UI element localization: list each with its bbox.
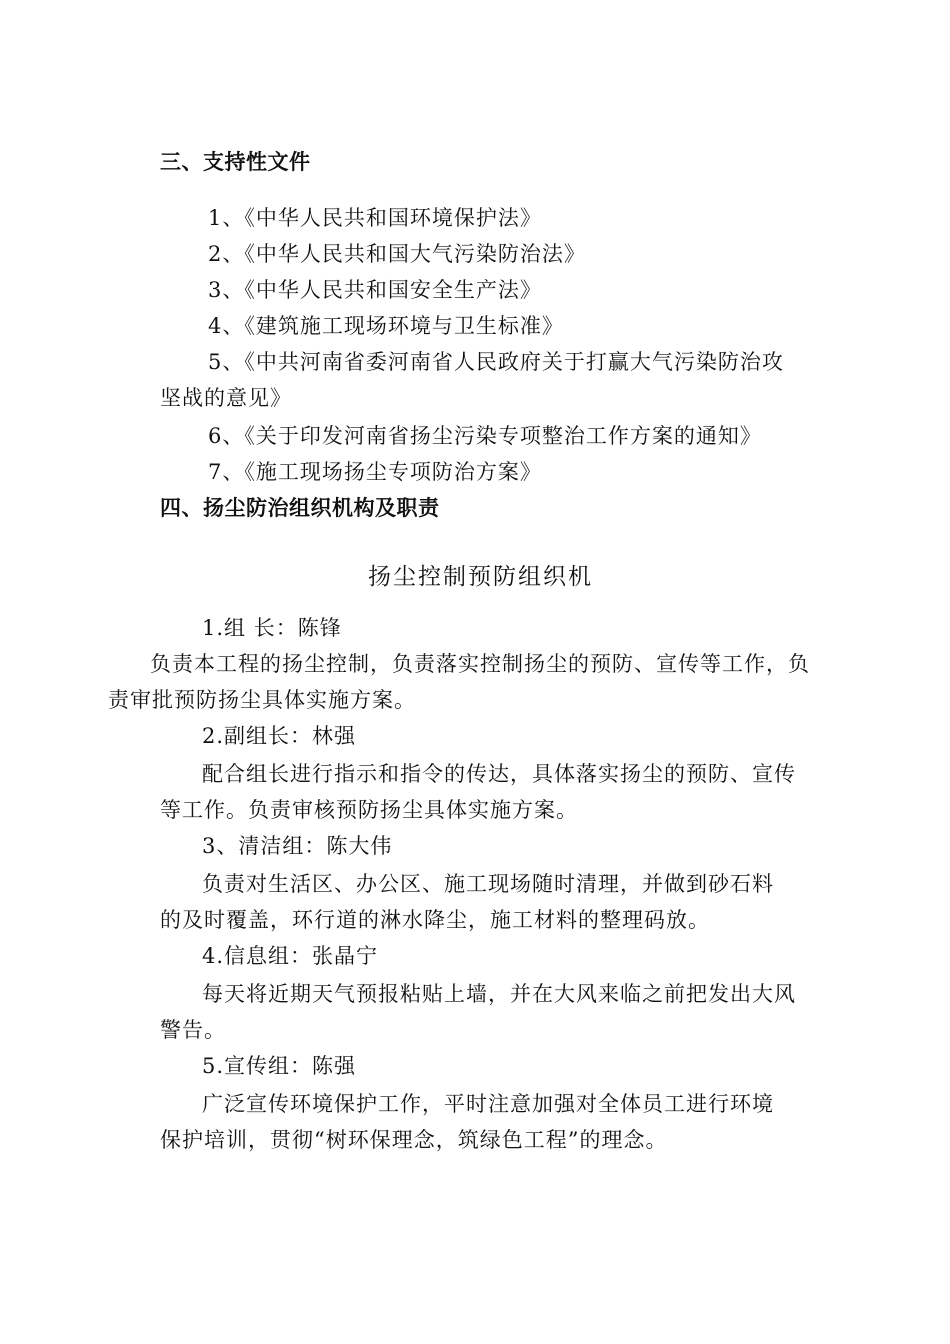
reference-item-1: 1、《中华人民共和国环境保护法》 — [208, 206, 542, 230]
reference-item-3: 3、《中华人民共和国安全生产法》 — [208, 278, 542, 302]
role-deputy-duty-line-1: 配合组长进行指示和指令的传达，具体落实扬尘的预防、宣传 — [202, 762, 796, 786]
section-3-heading: 三、支持性文件 — [160, 150, 311, 174]
role-info-duty-line-2: 警告。 — [160, 1018, 226, 1042]
reference-item-4: 4、《建筑施工现场环境与卫生标准》 — [208, 314, 564, 338]
role-leader: 1.组 长：陈锋 — [202, 616, 342, 640]
role-info-duty-line-1: 每天将近期天气预报粘贴上墙，并在大风来临之前把发出大风 — [202, 982, 796, 1006]
reference-item-7: 7、《施工现场扬尘专项防治方案》 — [208, 460, 542, 484]
role-info-group: 4.信息组：张晶宁 — [202, 944, 379, 968]
role-publicity-duty-line-2: 保护培训，贯彻“树环保理念，筑绿色工程”的理念。 — [160, 1128, 668, 1152]
role-leader-duty-line-2: 责审批预防扬尘具体实施方案。 — [108, 688, 416, 712]
role-cleaning-duty-line-1: 负责对生活区、办公区、施工现场随时清理，并做到砂石料 — [202, 872, 774, 896]
role-publicity-group: 5.宣传组：陈强 — [202, 1054, 357, 1078]
role-cleaning-group: 3、清洁组：陈大伟 — [202, 834, 393, 858]
role-leader-duty-line-1: 负责本工程的扬尘控制，负责落实控制扬尘的预防、宣传等工作，负 — [150, 652, 810, 676]
reference-item-5: 5、《中共河南省委河南省人民政府关于打赢大气污染防治攻 — [208, 350, 784, 374]
reference-item-5-continued: 坚战的意见》 — [160, 386, 292, 410]
role-publicity-duty-line-1: 广泛宣传环境保护工作，平时注意加强对全体员工进行环境 — [202, 1092, 774, 1116]
reference-item-6: 6、《关于印发河南省扬尘污染专项整治工作方案的通知》 — [208, 424, 762, 448]
reference-item-2: 2、《中华人民共和国大气污染防治法》 — [208, 242, 586, 266]
role-cleaning-duty-line-2: 的及时覆盖，环行道的淋水降尘，施工材料的整理码放。 — [160, 908, 710, 932]
role-deputy-duty-line-2: 等工作。负责审核预防扬尘具体实施方案。 — [160, 798, 578, 822]
org-chart-title: 扬尘控制预防组织机 — [368, 564, 593, 590]
section-4-heading: 四、扬尘防治组织机构及职责 — [160, 496, 440, 520]
role-deputy-leader: 2.副组长：林强 — [202, 724, 357, 748]
